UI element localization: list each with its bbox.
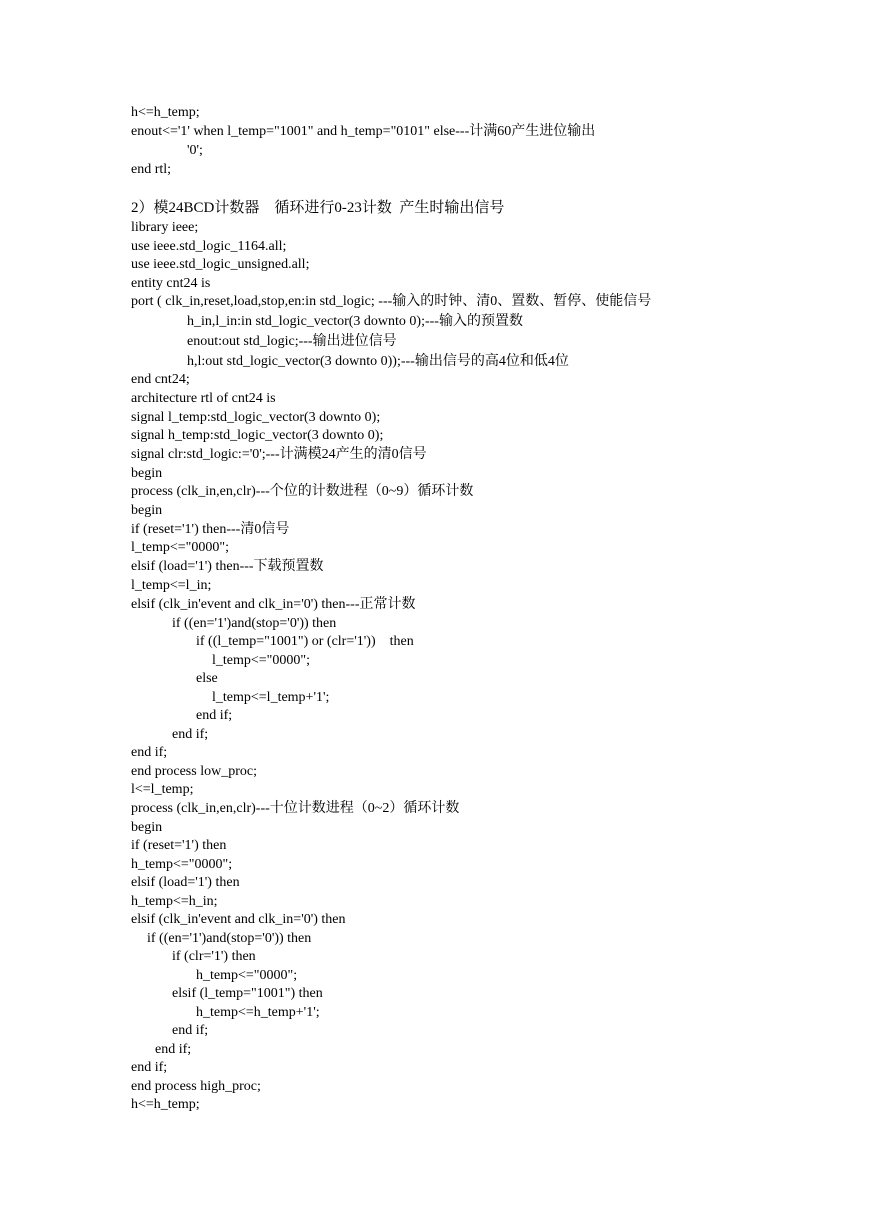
code-line: end if; xyxy=(172,1023,209,1038)
code-line: h_temp<=h_in; xyxy=(131,894,218,909)
code-line: h_temp<="0000"; xyxy=(196,968,298,983)
code-line: h_temp<=h_temp+'1'; xyxy=(196,1005,320,1020)
code-line: l<=l_temp; xyxy=(131,782,194,797)
code-line: end rtl; xyxy=(131,162,172,177)
code-line: end if; xyxy=(131,1060,168,1075)
code-line: end if; xyxy=(196,708,233,723)
section-heading: 2）模24BCD计数器 循环进行0-23计数 产生时输出信号 xyxy=(131,200,505,216)
code-line: l_temp<="0000"; xyxy=(212,653,310,668)
code-line: elsif (clk_in'event and clk_in='0') then xyxy=(131,912,346,927)
code-line: end cnt24; xyxy=(131,372,190,387)
code-line: begin xyxy=(131,503,163,518)
code-line: architecture rtl of cnt24 is xyxy=(131,391,276,406)
code-line: entity cnt24 is xyxy=(131,276,211,291)
code-line: '0'; xyxy=(187,143,203,158)
code-line: begin xyxy=(131,466,163,481)
code-line: enout:out std_logic;---输出进位信号 xyxy=(187,334,397,349)
code-line: if (reset='1') then---清0信号 xyxy=(131,522,290,537)
code-line: end process low_proc; xyxy=(131,764,257,779)
code-line: process (clk_in,en,clr)---个位的计数进程（0~9）循环计数 xyxy=(131,484,474,499)
code-line: signal l_temp:std_logic_vector(3 downto 0); xyxy=(131,410,381,425)
code-line: else xyxy=(196,671,218,686)
code-line: h<=h_temp; xyxy=(131,105,200,120)
code-line: end process high_proc; xyxy=(131,1079,261,1094)
code-line: l_temp<="0000"; xyxy=(131,540,229,555)
code-line: if (clr='1') then xyxy=(172,949,256,964)
code-line: elsif (clk_in'event and clk_in='0') then---正常计数 xyxy=(131,597,416,612)
code-line: h_in,l_in:in std_logic_vector(3 downto 0);---输入的预置数 xyxy=(187,314,523,329)
code-line: if ((en='1')and(stop='0')) then xyxy=(147,931,312,946)
code-line: signal clr:std_logic:='0';---计满模24产生的清0信号 xyxy=(131,447,427,462)
code-line: elsif (load='1') then---下载预置数 xyxy=(131,559,324,574)
code-line: use ieee.std_logic_1164.all; xyxy=(131,239,287,254)
code-line: h_temp<="0000"; xyxy=(131,857,233,872)
code-line: end if; xyxy=(172,727,209,742)
code-line: h<=h_temp; xyxy=(131,1097,200,1112)
code-line: h,l:out std_logic_vector(3 downto 0));---输出信号的高4位和低4位 xyxy=(187,354,569,369)
code-line: l_temp<=l_in; xyxy=(131,578,212,593)
code-line: enout<='1' when l_temp="1001" and h_temp="0101" else---计满60产生进位输出 xyxy=(131,124,596,139)
code-line: elsif (load='1') then xyxy=(131,875,240,890)
code-line: port ( clk_in,reset,load,stop,en:in std_logic; ---输入的时钟、清0、置数、暂停、使能信号 xyxy=(131,294,652,309)
code-line: if ((l_temp="1001") or (clr='1')) then xyxy=(196,634,414,649)
code-line: use ieee.std_logic_unsigned.all; xyxy=(131,257,310,272)
code-line: end if; xyxy=(155,1042,192,1057)
code-line: signal h_temp:std_logic_vector(3 downto 0); xyxy=(131,428,384,443)
code-line: end if; xyxy=(131,745,168,760)
code-line: if ((en='1')and(stop='0')) then xyxy=(172,616,337,631)
code-line: l_temp<=l_temp+'1'; xyxy=(212,690,330,705)
code-line: elsif (l_temp="1001") then xyxy=(172,986,323,1001)
code-line: if (reset='1') then xyxy=(131,838,227,853)
code-line: begin xyxy=(131,820,163,835)
code-line: library ieee; xyxy=(131,220,199,235)
code-line: process (clk_in,en,clr)---十位计数进程（0~2）循环计数 xyxy=(131,801,460,816)
